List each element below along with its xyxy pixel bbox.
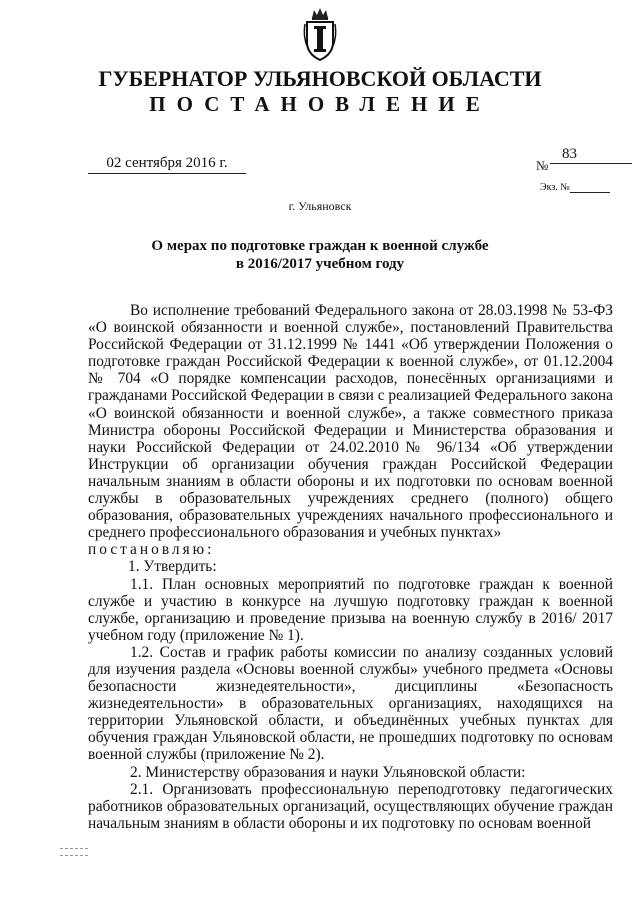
item-2: 2. Министерству образования и науки Ульяновской области: <box>130 763 526 781</box>
decree-heading <box>0 237 640 273</box>
preamble-paragraph: Во исполнение требований Федерального закона от 28.03.1998 № 53-ФЗ «О воинской обязанности и военной службе», постановлений Правительства Российской Федерации от 31.12.1999 № 1441 «Об утверждении Положения о подготовке граждан Российской Федерации к военной службе», от 01.12.2004 № 704 «О порядке компенсации расходов, понесённых организациями и гражданами Российской Федерации в связи с реализацией Федерального закона «О воинской обязанности и военной службе», а также совместного приказа Министра обороны Российской Федерации и Министерства образования и науки Российской Федерации от 24.02.2010№ 96/134 «Об утверждении Инструкции об организации обучения граждан Российской Федерации начальным знаниям в области обороны и их подготовки по основам военной службы в образовательных учреждениях среднего (полного) общего образования, образовательных учреждениях начального профессионального и среднего профессионального образования и учебных пунктах» <box>88 302 613 542</box>
item-1-2: 1.2. Состав и график работы комиссии по анализу созданных условий для изучения раздела «Основы военной службы» учебного предмета «Основы безопасности жизнедеятельности», дисциплины «Безопасность жизнедеятельности» в образовательных организациях, находящихся на территории Ульяновской области, и объединённых учебных пунктах для обучения граждан Ульяновской области, не прошедших подготовку по основам военной службы (приложение № 2). <box>88 643 613 764</box>
city: г. Ульяновск <box>288 199 352 213</box>
number-value: 83 <box>550 146 632 164</box>
heading-line-2: в 2016/2017 учебном году <box>235 256 405 272</box>
number-label: № <box>536 158 549 173</box>
decree-body <box>88 302 613 832</box>
scan-marks <box>60 848 88 862</box>
heading-line-1: О мерах по подготовке граждан к военной службе <box>151 238 489 254</box>
decree-date: 02 сентября 2016 г. <box>88 155 246 174</box>
item-1: 1. Утвердить: <box>128 558 217 576</box>
decree-title: ПОСТАНОВЛЕНИЕ <box>149 92 491 116</box>
item-2-1: 2.1. Организовать профессиональную переподготовку педагогических работников образовательных организаций, осуществляющих обучение граждан начальным знаниям в области обороны и их подготовку по основам военной <box>88 780 613 832</box>
item-1-1: 1.1. План основных мероприятий по подготовке граждан к военной службе и участию в конкурсе на лучшую подготовку граждан к военной службе, организацию и проведение призыва на военную службу в 2016/ 2017 учебном году (приложение № 1). <box>88 575 613 644</box>
resolve-word: постановляю: <box>88 541 215 559</box>
scan-mark <box>60 848 88 849</box>
copy-number <box>540 182 610 193</box>
governor-title: ГУБЕРНАТОР УЛЬЯНОВСКОЙ ОБЛАСТИ <box>98 66 542 91</box>
coat-of-arms-icon <box>303 6 337 67</box>
copy-number-line <box>570 192 610 193</box>
copy-number-label: Экз. № <box>540 182 570 193</box>
scan-mark <box>60 855 88 856</box>
